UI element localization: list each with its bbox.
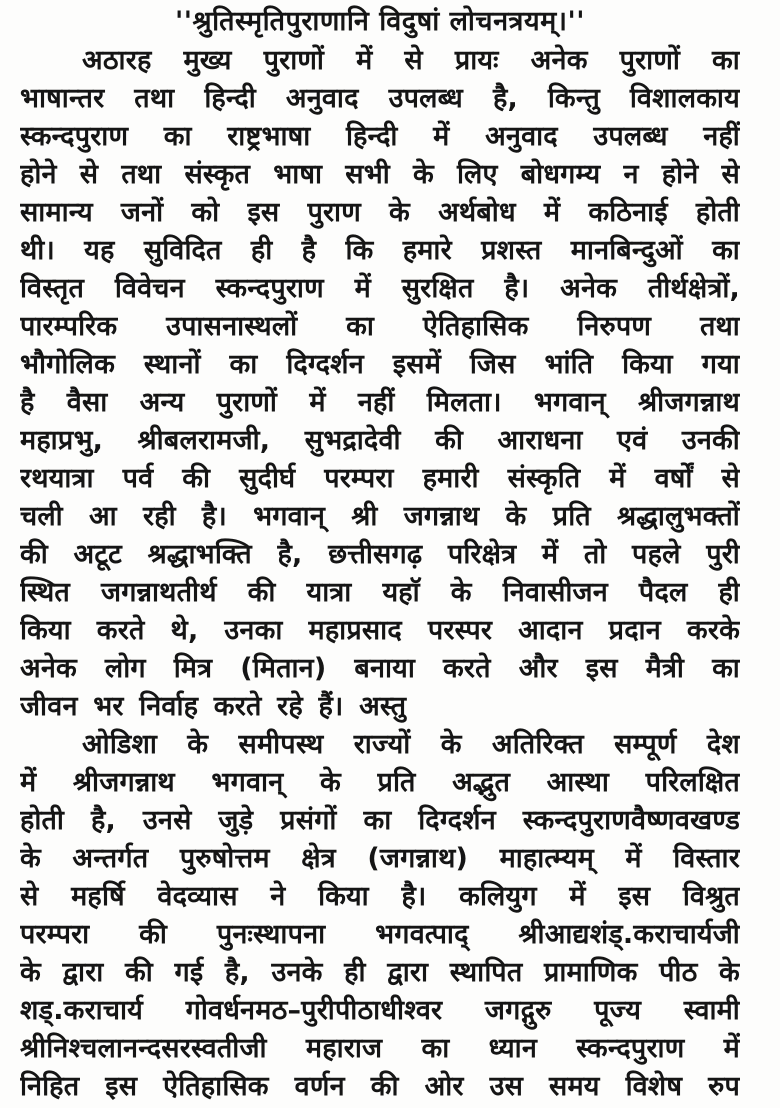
text-line: स्थित जगन्नाथतीर्थ की यात्रा यहाॅ के निवासीजन पैदल ही bbox=[20, 577, 740, 608]
text-line: अठारह मुख्य पुराणों में से प्रायः अनेक पुराणों का bbox=[82, 45, 740, 76]
text-line: के अन्तर्गत पुरुषोत्तम क्षेत्र (जगन्नाथ) माहात्म्यम् में विस्तार bbox=[20, 843, 740, 874]
text-line: महाप्रभु, श्रीबलरामजी, सुभद्रादेवी की आराधना एवं उनकी bbox=[20, 425, 740, 456]
text-line: होती है, उनसे जुड़े प्रसंगों का दिग्दर्शन स्कन्दपुराणवैष्णवखण्ड bbox=[20, 805, 740, 836]
text-line: पारम्परिक उपासनास्थलों का ऐतिहासिक निरुपण तथा bbox=[20, 311, 740, 342]
text-line: चली आ रही है। भगवान् श्री जगन्नाथ के प्रति श्रद्धालुभक्तों bbox=[20, 501, 740, 532]
text-line: के द्वारा की गई है, उनके ही द्वारा स्थापित प्रामाणिक पीठ के bbox=[20, 957, 740, 988]
shloka-title: ''श्रुतिस्मृतिपुराणानि विदुषां लोचनत्रयम्।'' bbox=[174, 6, 586, 37]
text-line: अनेक लोग मित्र (मितान) बनाया करते और इस मैत्री का bbox=[20, 653, 740, 684]
text-line: ओडिशा के समीपस्थ राज्यों के अतिरिक्त सम्पूर्ण देश bbox=[82, 729, 740, 760]
text-line: भौगोलिक स्थानों का दिग्दर्शन इसमें जिस भांति किया गया bbox=[20, 349, 740, 380]
paragraph-2 bbox=[20, 726, 740, 1106]
text-line: रथयात्रा पर्व की सुदीर्घ परम्परा हमारी संस्कृति में वर्षों से bbox=[20, 463, 740, 494]
text-line: है वैसा अन्य पुराणों में नहीं मिलता। भगवान् श्रीजगन्नाथ bbox=[20, 387, 740, 418]
text-line: श्रीनिश्चलानन्दसरस्वतीजी महाराज का ध्यान स्कन्दपुराण में bbox=[20, 1033, 740, 1064]
text-line: परम्परा की पुनःस्थापना भगवत्पाद् श्रीआद्यशंड्.कराचार्यजी bbox=[20, 919, 740, 950]
text-line: सामान्य जनों को इस पुराण के अर्थबोध में कठिनाई होती bbox=[20, 197, 740, 228]
text-line: में श्रीजगन्नाथ भगवान् के प्रति अद्भुत आस्था परिलक्षित bbox=[20, 767, 740, 798]
text-line: शड्.कराचार्य गोवर्धनमठ–पुरीपीठाधीश्वर जगद्गुरु पूज्य स्वामी bbox=[20, 995, 740, 1026]
text-line: की अटूट श्रद्धाभक्ति है, छत्तीसगढ़ परिक्षेत्र में तो पहले पुरी bbox=[20, 539, 740, 570]
text-line: जीवन भर निर्वाह करते रहे हैं। अस्तु bbox=[20, 691, 407, 722]
text-line: किया करते थे, उनका महाप्रसाद परस्पर आदान प्रदान करके bbox=[20, 615, 740, 646]
text-line: स्कन्दपुराण का राष्ट्रभाषा हिन्दी में अनुवाद उपलब्ध नहीं bbox=[20, 121, 740, 152]
text-line: विस्तृत विवेचन स्कन्दपुराण में सुरक्षित है। अनेक तीर्थक्षेत्रों, bbox=[20, 273, 740, 304]
text-line: से महर्षि वेदव्यास ने किया है। कलियुग में इस विश्रुत bbox=[20, 881, 740, 912]
text-line: थी। यह सुविदित ही है कि हमारे प्रशस्त मानबिन्दुओं का bbox=[20, 235, 740, 266]
text-line: भाषान्तर तथा हिन्दी अनुवाद उपलब्ध है, किन्तु विशालकाय bbox=[20, 83, 740, 114]
text-line: निहित इस ऐतिहासिक वर्णन की ओर उस समय विशेष रुप bbox=[20, 1071, 740, 1102]
text-line: होने से तथा संस्कृत भाषा सभी के लिए बोधगम्य न होने से bbox=[20, 159, 740, 190]
paragraph-1 bbox=[20, 42, 740, 726]
